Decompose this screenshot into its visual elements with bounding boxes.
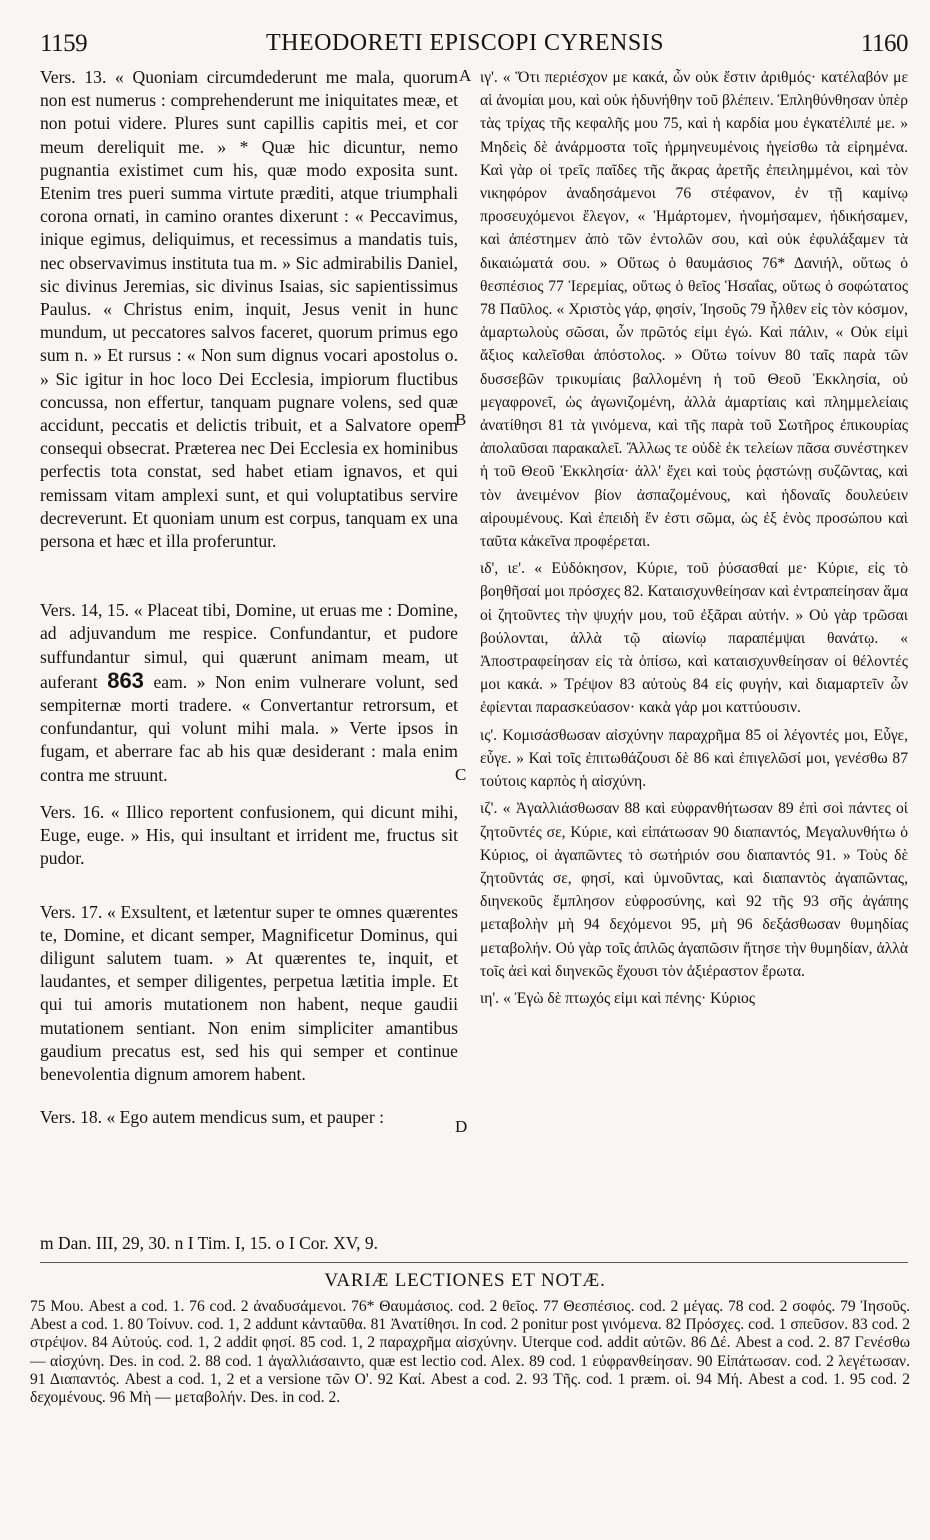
page-header bbox=[0, 30, 930, 66]
greek-verse-16: ις'. Κομισάσθωσαν αἰσχύνην παραχρῆμα 85 οἱ λέγοντές μοι, Εὖγε, εὖγε. » Καὶ τοῖς ἐπιτωθάζουσι δὲ 86 καὶ ἐπιγελῶσί μοι, γενέσθω 87 τούτοις καρπὸς ἡ αἰσχύνη. bbox=[480, 726, 908, 791]
scripture-references: m Dan. III, 29, 30. n I Tim. I, 15. o I Cor. XV, 9. bbox=[40, 1233, 379, 1253]
running-title: THEODORETI EPISCOPI CYRENSIS bbox=[265, 30, 665, 56]
margin-marker-d: D bbox=[455, 1117, 468, 1136]
greek-verse-17: ιζ'. « Ἀγαλλιάσθωσαν 88 καὶ εὐφρανθήτωσαν 89 ἐπὶ σοὶ πάντες οἱ ζητοῦντές σε, Κύριε, καὶ εἰπάτωσαν 90 διαπαντός, Μεγαλυνθήτω ὁ Κύριος, οἱ ἀγαπῶντες τὸ σωτήριόν σου διαπαντός 91. » Τοὺς δὲ ζητοῦντάς σε, φησί, καὶ ὑμνοῦντας, καὶ διαπαντὸς ἀγαπῶντας, διηνεκοῦς ἔμπλησον εὐφροσύνης, καὶ 92 τῆς 93 σῆς ἀγάπης μεταβολὴν μὴ 94 δεχόμενοι 95, μὴ 96 δεξάσθωσαν θυμηδίας μεταβολήν. Οὐ γὰρ τοῖς ἁπλῶς ἀγαπῶσιν ἤτησε τὴν θυμηδίαν, ἀλλὰ τοῖς ἀεὶ καὶ διηνεκῶς ἔχουσι τὸν ἀξιέραστον ἔρωτα. bbox=[480, 800, 908, 980]
column-number-863: 863 bbox=[107, 667, 144, 693]
greek-verse-18: ιη'. « Ἐγὼ δὲ πτωχός εἰμι καὶ πένης· Κύριος bbox=[480, 989, 756, 1007]
greek-column bbox=[480, 66, 908, 1010]
greek-verse-14-15: ιδ', ιε'. « Εὐδόκησον, Κύριε, τοῦ ῥύσασθαί με· Κύριε, εἰς τὸ βοηθῆσαί μοι πρόσχες 82. Καταισχυνθείησαν καὶ ἐντραπείησαν ἅμα οἱ ζητοῦντες τὴν ψυχήν μου, τοῦ ἐξᾶραι αὐτήν. » Οὐ γὰρ τρῶσαι βούλονται, ἀλλὰ τῷ αἰωνίῳ παραπέμψαι θανάτῳ. « Ἀποστραφείησαν εἰς τὰ ὀπίσω, καὶ καταισχυνθείησαν οἱ θέλοντές μοι κακά. » Τρέψον 83 αὐτοὺς 84 εἰς φυγήν, καὶ διαμαρτεῖν ὧν ἐφίενται παρασκεύασον· κακὰ γάρ μοι καττύουσιν. bbox=[480, 560, 908, 717]
greek-verse-13: ιγ'. « Ὅτι περιέσχον με κακά, ὧν οὐκ ἔστιν ἀριθμός· κατέλαβόν με αἱ ἀνομίαι μου, καὶ οὐκ ἠδυνήθην τοῦ βλέπειν. Ἐπληθύνθησαν ὑπὲρ τὰς τρίχας τῆς κεφαλῆς μου 75, καὶ ἡ καρδία μου ἐγκατέλιπέ με. » Μηδεὶς δὲ ἀνάρμοστα τοῖς ἡρμηνευμένοις ἡγείσθω τὰ εἰρημένα. Καὶ γὰρ οἱ τρεῖς παῖδες τῆς ἄκρας ἀρετῆς ἐπειλημμένοι, καὶ τὸν νικηφόρον ἀναδησάμενοι 76 στέφανον, ἐν τῇ καμίνῳ προσευχόμενοι ἔλεγον, « Ἡμάρτομεν, ἠνομήσαμεν, ἠδικήσαμεν, καὶ ἀπέστημεν ἀπὸ τῶν ἐντολῶν σου, καὶ οὐκ ἐφυλάξαμεν τὰ δικαιώματά σου. » Οὕτως ὁ θαυμάσιος 76* Δανιήλ, οὕτως ὁ θεσπέσιος 77 Ἱερεμίας, οὕτως ὁ θεῖος Ἡσαΐας, οὕτως ὁ σοφώτατος 78 Παῦλος. « Χριστὸς γάρ, φησίν, Ἰησοῦς 79 ἦλθεν εἰς τὸν κόσμον, ἁμαρτωλοὺς σῶσαι, ὧν πρῶτός εἰμι ἐγώ. Καὶ πάλιν, « Οὐκ εἰμὶ ἄξιος καλεῖσθαι ἀπόστολος. » Οὕτω τοίνυν 80 ταῖς παρὰ τῶν δυσσεβῶν τρικυμίαις βαλλομένη ἡ τοῦ Θεοῦ Ἐκκλησία, οὐ μεγαφρονεῖ, ὡς ἀγωνιζομένη, ἀλλὰ ἁμαρτίαις καὶ πλημμελείαις ἀνατίθησι 81 τὰ γινόμενα, καὶ τῆς παρὰ τοῦ Σωτῆρος ἐπικουρίας ἀπολαῦσαι παρακαλεῖ. Ἄλλως τε οὐδὲ ἐκ τελείων πᾶσα συνέστηκεν ἡ τοῦ Θεοῦ Ἐκκλησία· ἀλλ' ἔχει καὶ τοὺς ῥᾳστώνῃ συζῶντας, καὶ τὸν ἀνειμένον βίον ἀσπαζομένους, καὶ ἡδοναῖς δουλεύειν αἱρουμένους. Καὶ ἐπειδὴ ἕν ἐστι σῶμα, ὡς ἐξ ἑνὸς προσώπου καὶ ταῦτα κἀκεῖνα προφέρεται. bbox=[480, 69, 908, 551]
latin-verse-14-15 bbox=[40, 599, 458, 787]
latin-verse-14-15-text-b: eam. » Non enim vulnerare volunt, sed sempiternæ morti tradere. « Convertantur retrorsum, et confundantur, qui volunt mihi mala. » Verte ipsos in fugam, et aberrare fac ab his quæ desiderant : mala enim contra me struunt. bbox=[40, 671, 459, 785]
margin-marker-c: C bbox=[455, 765, 467, 784]
latin-verse-18: Vers. 18. « Ego autem mendicus sum, et pauper : bbox=[40, 1107, 384, 1128]
notes-divider bbox=[40, 1262, 908, 1263]
latin-verse-14-15-text-a: Vers. 14, 15. « Placeat tibi, Domine, ut eruas me : Domine, ad adjuvandum me respice. Confundantur, et pudore suffundantur simul, qui quærunt animam meam, ut auferant bbox=[40, 600, 458, 692]
latin-verse-13: Vers. 13. « Quoniam circumdederunt me mala, quorum non est numerus : comprehenderunt me iniquitates meæ, et non potui videre. Plures sunt capillis capitis mei, et cor meum dereliquit me. » * Quæ hic dicuntur, nemo pugnantia existimet cum his, quæ modo exposita sunt. Etenim tres pueri summa virtute præditi, atque triumphali corona ornati, in camino orantes dixerunt : « Peccavimus, inique egimus, deliquimus, et recessimus a mandatis tuis, nec observavimus instituta tua m. » Sic admirabilis Daniel, sic divinus Jeremias, sic divinus Isaias, sic sapientissimus Paulus. « Christus enim, inquit, Jesus venit in hunc mundum, ut peccatores salvos faceret, quorum primus ego sum n. » Et rursus : « Non sum dignus vocari apostolus o. » Sic igitur in hoc loco Dei Ecclesia, impiorum fluctibus concussa, non effertur, tanquam pugnare volens, sed quæ accidunt, peccatis et delictis tribuit, et a Salvatore opem consequi obsecrat. Præterea nec Dei Ecclesia ex hominibus perfectis tota constat, sed habet etiam ignavos, et qui remissam vitam amplexi sunt, et qui voluptatibus servire decreverunt. Et quoniam unum est corpus, tanquam ex una persona et hæc et illa proferuntur. bbox=[40, 67, 458, 552]
variant-readings-notes: 75 Μου. Abest a cod. 1. 76 cod. 2 ἀναδυσάμενοι. 76* Θαυμάσιος. cod. 2 θεῖος. 77 Θεσπέσιος. cod. 2 μέγας. 78 cod. 2 σοφός. 79 Ἰησοῦς. Abest a cod. 1. 80 Τοίνυν. cod. 1, 2 addunt κἀνταῦθα. 81 Ἀνατίθησι. In cod. 2 ponitur post γινόμενα. 82 Πρόσχες. cod. 1 σπεῦσον. 83 cod. 2 στρέψον. 84 Αὐτούς. cod. 1, 2 addit φησί. 85 cod. 1, 2 παραχρῆμα αἰσχύνην. Uterque cod. addit αὐτῶν. 86 Δέ. Abest a cod. 2. 87 Γενέσθω — αἰσχύνη. Des. in cod. 2. 88 cod. 1 ἀγαλλιάσαιντο, quæ est lectio cod. Alex. 89 cod. 1 εὐφρανθείησαν. 90 Εἰπάτωσαν. cod. 2 λεγέτωσαν. 91 Διαπαντός. Abest a cod. 1, 2 et a versione τῶν Ο'. 92 Καί. Abest a cod. 2. 93 Τῆς. cod. 1 præm. οἱ. 94 Μή. Abest a cod. 1. 95 cod. 2 δεχομένους. 96 Μὴ — μεταβολήν. Des. in cod. 2. bbox=[30, 1298, 910, 1407]
margin-marker-a: A bbox=[459, 66, 472, 85]
margin-marker-b: B bbox=[455, 410, 467, 429]
page-number-left: 1159 bbox=[40, 30, 88, 57]
notes-heading: VARIÆ LECTIONES ET NOTÆ. bbox=[324, 1270, 606, 1291]
latin-column bbox=[40, 66, 458, 1129]
latin-verse-17: Vers. 17. « Exsultent, et lætentur super te omnes quærentes te, Domine, et dicant semper, Magnificetur Dominus, qui diligunt salutem tuam. » At quærentes te, inquit, et laudantes, et semper diligentes, perpetua lætitia imple. Et qui tui amoris mutationem non habent, neque gaudii mutationem sentiant. Non enim simpliciter amantibus gaudium precatus est, sed his qui semper et continue benevolentia dignum amorem habent. bbox=[40, 901, 458, 1084]
latin-verse-16: Vers. 16. « Illico reportent confusionem, qui dicunt mihi, Euge, euge. » His, qui insultant et irrident me, fructus sit pudor. bbox=[40, 801, 458, 869]
page-number-right: 1160 bbox=[860, 30, 908, 57]
